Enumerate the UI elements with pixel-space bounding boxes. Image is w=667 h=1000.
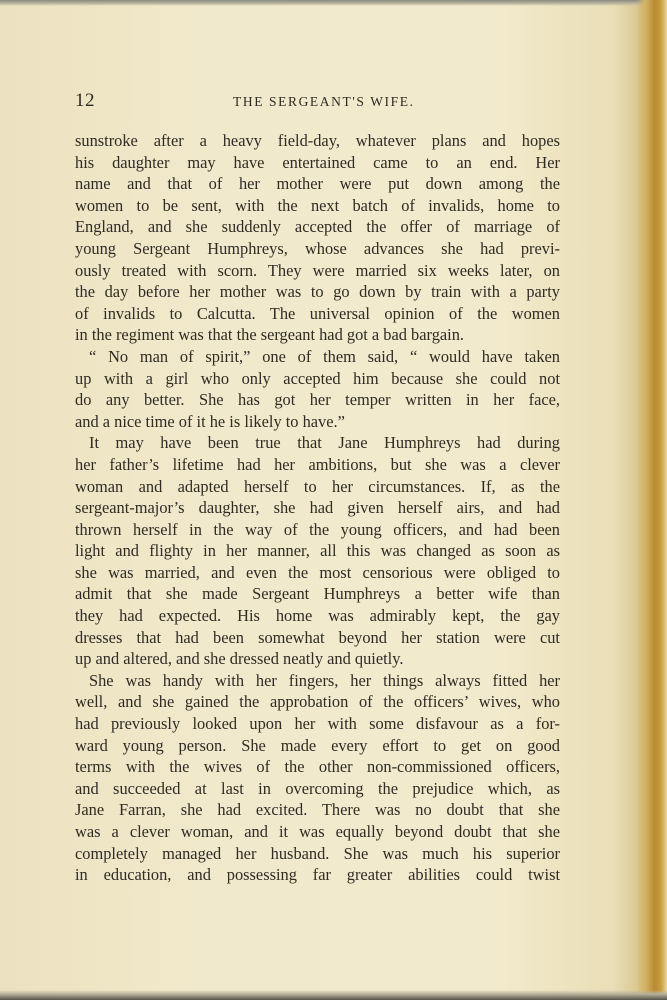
text-line: It may have been true that Jane Humphreys had during — [89, 433, 560, 453]
text-line: England, and she suddenly accepted the offer of marriage of — [75, 217, 560, 237]
body-text — [75, 130, 560, 886]
text-line: thrown herself in the way of the young officers, and had been — [75, 519, 560, 539]
running-title: THE SERGEANT'S WIFE. — [233, 94, 415, 109]
text-line: they had expected. His home was admirably kept, the gay — [75, 606, 560, 626]
text-line: terms with the wives of the other non-commissioned officers, — [75, 757, 560, 777]
page-top-shadow — [0, 0, 667, 6]
page-number: 12 — [75, 90, 95, 111]
text-line: admit that she made Sergeant Humphreys a better wife than — [75, 584, 560, 604]
text-line: ously treated with scorn. They were married six weeks later, on — [75, 260, 560, 280]
text-line: well, and she gained the approbation of the officers’ wives, who — [75, 692, 560, 712]
text-line: dresses that had been somewhat beyond her station were cut — [75, 627, 560, 647]
text-line: She was handy with her fingers, her things always fitted her — [89, 670, 560, 690]
text-line: up and altered, and she dressed neatly and quietly. — [75, 649, 404, 669]
text-line: woman and adapted herself to her circumstances. If, as the — [75, 476, 560, 496]
text-line: had previously looked upon her with some disfavour as a for- — [75, 714, 560, 734]
text-line: she was married, and even the most censorious were obliged to — [75, 562, 560, 582]
text-line: and succeeded at last in overcoming the prejudice which, as — [75, 778, 560, 798]
text-line: women to be sent, with the next batch of invalids, home to — [75, 195, 560, 215]
text-line: in the regiment was that the sergeant had got a bad bargain. — [75, 325, 465, 345]
text-line: sunstroke after a heavy field-day, whatever plans and hopes — [75, 131, 560, 150]
text-line: completely managed her husband. She was much his superior — [75, 843, 560, 863]
text-line: in education, and possessing far greater abilities could twist — [75, 865, 560, 885]
text-line: and a nice time of it he is likely to have.” — [75, 411, 345, 431]
page-bottom-shadow — [0, 990, 667, 1000]
text-line: do any better. She has got her temper written in her face, — [75, 390, 560, 410]
text-line: Jane Farran, she had excited. There was no doubt that she — [75, 800, 560, 820]
text-line: ward young person. She made every effort to get on good — [75, 735, 560, 755]
text-line: “ No man of spirit,” one of them said, “ would have taken — [89, 346, 560, 366]
text-line: her father’s lifetime had her ambitions, but she was a clever — [75, 454, 560, 474]
text-line: young Sergeant Humphreys, whose advances she had previ- — [75, 238, 560, 258]
text-line: the day before her mother was to go down by train with a party — [75, 282, 560, 302]
book-spine-edge — [636, 0, 667, 1000]
text-line: up with a girl who only accepted him because she could not — [75, 368, 560, 388]
text-line: of invalids to Calcutta. The universal opinion of the women — [75, 303, 560, 323]
text-line: light and flighty in her manner, all this was changed as soon as — [75, 541, 560, 561]
text-line: was a clever woman, and it was equally beyond doubt that she — [75, 822, 560, 841]
text-line: name and that of her mother were put down among the — [75, 174, 560, 194]
page-header — [75, 90, 560, 114]
text-line: his daughter may have entertained came to an end. Her — [75, 152, 560, 172]
text-line: sergeant-major’s daughter, she had given herself airs, and had — [75, 498, 560, 518]
